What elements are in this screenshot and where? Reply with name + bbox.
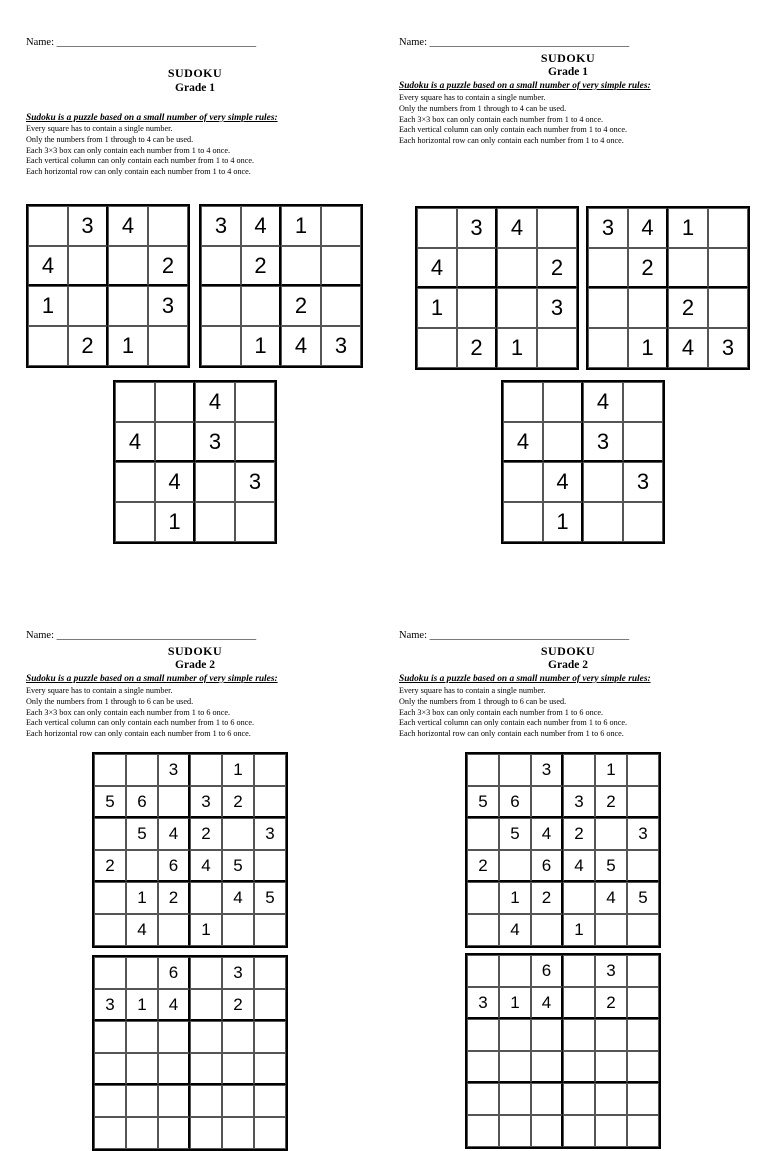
- sudoku-cell: 3: [627, 818, 659, 850]
- sudoku-cell[interactable]: [595, 1115, 627, 1147]
- sudoku-cell[interactable]: [222, 818, 254, 850]
- grade-label: Grade 2: [175, 659, 215, 671]
- rule-line: Only the numbers from 1 through to 6 can be used.: [399, 696, 567, 706]
- sudoku-cell: 4: [583, 382, 623, 422]
- sudoku-cell: 3: [467, 987, 499, 1019]
- sudoku-cell: 4: [28, 246, 68, 286]
- sudoku-cell[interactable]: [254, 850, 286, 882]
- rule-line: Every square has to contain a single number.: [399, 93, 546, 102]
- rule-line: Each horizontal row can only contain each number from 1 to 6 once.: [399, 729, 624, 739]
- sudoku-cell[interactable]: [417, 328, 457, 368]
- sudoku-cell: 1: [108, 326, 148, 366]
- sudoku-cell: 1: [499, 987, 531, 1019]
- sudoku-cell: 4: [531, 818, 563, 850]
- sudoku-cell: 2: [595, 987, 627, 1019]
- sudoku-cell[interactable]: [126, 1117, 158, 1149]
- sudoku-cell: 4: [417, 248, 457, 288]
- rules-heading: Sudoku is a puzzle based on a small number of very simple rules:: [26, 674, 278, 684]
- sudoku-cell[interactable]: [148, 326, 188, 366]
- sudoku-cell[interactable]: [628, 288, 668, 328]
- sudoku-cell[interactable]: [499, 850, 531, 882]
- sudoku-cell[interactable]: [708, 288, 748, 328]
- sudoku-cell[interactable]: [126, 1085, 158, 1117]
- sudoku-cell[interactable]: [155, 382, 195, 422]
- sudoku-cell: 4: [563, 850, 595, 882]
- sudoku-cell[interactable]: [563, 1115, 595, 1147]
- sudoku-cell[interactable]: [537, 208, 577, 248]
- sudoku-cell: 1: [241, 326, 281, 366]
- sudoku-cell[interactable]: [222, 1117, 254, 1149]
- sudoku-cell[interactable]: [254, 754, 286, 786]
- sudoku-cell[interactable]: [417, 208, 457, 248]
- rule-line: Each horizontal row can only contain each number from 1 to 4 once.: [399, 136, 624, 146]
- sudoku-cell[interactable]: [94, 818, 126, 850]
- sudoku-cell[interactable]: [254, 957, 286, 989]
- rule-line: Each 3×3 box can only contain each number from 1 to 6 once.: [399, 707, 604, 717]
- sudoku-cell[interactable]: [108, 286, 148, 326]
- sudoku-grid: [586, 206, 750, 370]
- sudoku-cell[interactable]: [190, 1117, 222, 1149]
- rule-line: Each vertical column can only contain each number from 1 to 6 once.: [26, 718, 255, 728]
- rule-line: Only the numbers from 1 through to 4 can be used.: [399, 103, 567, 113]
- sudoku-cell: 2: [281, 286, 321, 326]
- rule-line: Each vertical column can only contain each number from 1 to 4 once.: [399, 125, 628, 135]
- sudoku-cell[interactable]: [588, 328, 628, 368]
- sudoku-cell[interactable]: [155, 422, 195, 462]
- rules-heading: Sudoku is a puzzle based on a small number of very simple rules:: [399, 674, 651, 684]
- sudoku-cell: 2: [668, 288, 708, 328]
- sudoku-cell[interactable]: [254, 914, 286, 946]
- sudoku-cell[interactable]: [158, 786, 190, 818]
- sudoku-cell[interactable]: [543, 422, 583, 462]
- sudoku-cell[interactable]: [190, 882, 222, 914]
- sudoku-cell: 3: [68, 206, 108, 246]
- sudoku-cell[interactable]: [537, 328, 577, 368]
- sudoku-cell[interactable]: [115, 502, 155, 542]
- sudoku-cell: 4: [108, 206, 148, 246]
- sudoku-cell[interactable]: [148, 206, 188, 246]
- sudoku-cell: 4: [158, 989, 190, 1021]
- sudoku-grid: [199, 204, 363, 368]
- worksheet-title: SUDOKU: [167, 644, 223, 658]
- sudoku-cell: 5: [627, 882, 659, 914]
- rules-heading: Sudoku is a puzzle based on a small number of very simple rules:: [399, 81, 651, 91]
- sudoku-cell: 5: [126, 818, 158, 850]
- sudoku-cell: 6: [158, 957, 190, 989]
- sudoku-cell[interactable]: [668, 248, 708, 288]
- sudoku-cell[interactable]: [627, 786, 659, 818]
- sudoku-cell: 5: [595, 850, 627, 882]
- sudoku-cell: 2: [190, 818, 222, 850]
- worksheet-title: SUDOKU: [540, 51, 596, 65]
- sudoku-cell[interactable]: [627, 850, 659, 882]
- sudoku-cell: 1: [126, 882, 158, 914]
- sudoku-cell: 4: [155, 462, 195, 502]
- sudoku-cell[interactable]: [627, 914, 659, 946]
- sudoku-cell[interactable]: [499, 955, 531, 987]
- sudoku-cell[interactable]: [195, 502, 235, 542]
- rule-line: Every square has to contain a single number.: [26, 124, 173, 133]
- sudoku-cell[interactable]: [94, 882, 126, 914]
- sudoku-cell[interactable]: [126, 754, 158, 786]
- sudoku-cell: 1: [497, 328, 537, 368]
- sudoku-cell[interactable]: [595, 1083, 627, 1115]
- sudoku-cell[interactable]: [201, 286, 241, 326]
- sudoku-cell: 3: [583, 422, 623, 462]
- sudoku-cell[interactable]: [190, 1085, 222, 1117]
- sudoku-cell[interactable]: [503, 462, 543, 502]
- sudoku-cell: 4: [115, 422, 155, 462]
- sudoku-cell[interactable]: [190, 1021, 222, 1053]
- sudoku-cell: 2: [537, 248, 577, 288]
- rule-line: Every square has to contain a single number.: [26, 686, 173, 695]
- sudoku-cell[interactable]: [201, 326, 241, 366]
- sudoku-cell[interactable]: [94, 1117, 126, 1149]
- sudoku-cell: 3: [321, 326, 361, 366]
- sudoku-cell: 3: [457, 208, 497, 248]
- sudoku-cell: 1: [563, 914, 595, 946]
- sudoku-cell[interactable]: [195, 462, 235, 502]
- sudoku-cell[interactable]: [235, 382, 275, 422]
- sudoku-cell: 5: [94, 786, 126, 818]
- grade-label: Grade 1: [548, 66, 588, 78]
- sudoku-cell: 4: [497, 208, 537, 248]
- sudoku-grid: [92, 752, 288, 948]
- sudoku-cell: 1: [281, 206, 321, 246]
- sudoku-cell[interactable]: [623, 382, 663, 422]
- sudoku-cell: 4: [281, 326, 321, 366]
- sudoku-cell[interactable]: [595, 914, 627, 946]
- sudoku-cell[interactable]: [190, 989, 222, 1021]
- sudoku-cell[interactable]: [563, 754, 595, 786]
- sudoku-cell[interactable]: [28, 206, 68, 246]
- sudoku-cell[interactable]: [467, 882, 499, 914]
- sudoku-cell: 2: [531, 882, 563, 914]
- sudoku-cell[interactable]: [158, 914, 190, 946]
- sudoku-cell[interactable]: [68, 246, 108, 286]
- sudoku-cell[interactable]: [583, 502, 623, 542]
- sudoku-cell[interactable]: [94, 957, 126, 989]
- sudoku-cell[interactable]: [503, 382, 543, 422]
- sudoku-cell[interactable]: [467, 1051, 499, 1083]
- sudoku-cell: 3: [623, 462, 663, 502]
- sudoku-cell: 3: [148, 286, 188, 326]
- sudoku-cell: 1: [543, 502, 583, 542]
- sudoku-cell[interactable]: [467, 818, 499, 850]
- sudoku-cell: 2: [457, 328, 497, 368]
- sudoku-cell: 3: [595, 955, 627, 987]
- sudoku-cell: 4: [222, 882, 254, 914]
- sudoku-cell[interactable]: [531, 1051, 563, 1083]
- rule-line: Each horizontal row can only contain each number from 1 to 6 once.: [26, 729, 251, 739]
- sudoku-cell[interactable]: [222, 1053, 254, 1085]
- sudoku-cell: 1: [628, 328, 668, 368]
- sudoku-cell: 4: [195, 382, 235, 422]
- sudoku-cell: 3: [201, 206, 241, 246]
- sudoku-grid: [92, 955, 288, 1151]
- sudoku-cell[interactable]: [623, 502, 663, 542]
- rules-list: [26, 124, 254, 178]
- name-field[interactable]: Name: ______________________________________: [399, 630, 630, 641]
- sudoku-cell[interactable]: [595, 818, 627, 850]
- sudoku-cell[interactable]: [158, 1053, 190, 1085]
- sudoku-cell: 3: [158, 754, 190, 786]
- rule-line: Each 3×3 box can only contain each number from 1 to 4 once.: [26, 145, 231, 155]
- sudoku-cell[interactable]: [543, 382, 583, 422]
- sudoku-cell[interactable]: [190, 957, 222, 989]
- sudoku-cell: 3: [588, 208, 628, 248]
- sudoku-cell: 6: [531, 850, 563, 882]
- sudoku-grid: [415, 206, 579, 370]
- sudoku-cell[interactable]: [94, 754, 126, 786]
- sudoku-cell[interactable]: [467, 914, 499, 946]
- rules-list: [399, 686, 627, 740]
- sudoku-cell[interactable]: [254, 989, 286, 1021]
- sudoku-cell: 1: [595, 754, 627, 786]
- sudoku-cell: 5: [499, 818, 531, 850]
- sudoku-cell: 3: [195, 422, 235, 462]
- sudoku-cell: 1: [190, 914, 222, 946]
- sudoku-cell[interactable]: [108, 246, 148, 286]
- sudoku-cell[interactable]: [321, 246, 361, 286]
- worksheet-title: SUDOKU: [167, 66, 223, 80]
- name-field[interactable]: Name: ______________________________________: [399, 37, 630, 48]
- sudoku-cell[interactable]: [467, 1083, 499, 1115]
- sudoku-cell[interactable]: [254, 1117, 286, 1149]
- sudoku-cell[interactable]: [254, 1053, 286, 1085]
- rule-line: Each vertical column can only contain each number from 1 to 4 once.: [26, 156, 255, 166]
- sudoku-grid: [465, 953, 661, 1149]
- sudoku-cell[interactable]: [94, 1021, 126, 1053]
- grade-label: Grade 1: [175, 82, 215, 94]
- sudoku-cell: 2: [148, 246, 188, 286]
- rule-line: Each 3×3 box can only contain each number from 1 to 4 once.: [399, 114, 604, 124]
- sudoku-cell: 4: [499, 914, 531, 946]
- sudoku-cell: 4: [531, 987, 563, 1019]
- sudoku-cell[interactable]: [254, 1085, 286, 1117]
- sudoku-cell: 1: [499, 882, 531, 914]
- sudoku-grid: [26, 204, 190, 368]
- sudoku-cell[interactable]: [235, 502, 275, 542]
- rule-line: Each vertical column can only contain each number from 1 to 6 once.: [399, 718, 628, 728]
- sudoku-cell: 4: [126, 914, 158, 946]
- sudoku-cell: 4: [241, 206, 281, 246]
- sudoku-cell[interactable]: [94, 1085, 126, 1117]
- sudoku-cell[interactable]: [588, 248, 628, 288]
- rules-list: [26, 686, 254, 740]
- sudoku-cell: 4: [190, 850, 222, 882]
- sudoku-grid: [465, 752, 661, 948]
- sudoku-cell: 2: [241, 246, 281, 286]
- sudoku-cell[interactable]: [623, 422, 663, 462]
- sudoku-cell[interactable]: [94, 914, 126, 946]
- sudoku-cell: 3: [254, 818, 286, 850]
- sudoku-cell[interactable]: [499, 1083, 531, 1115]
- sudoku-cell[interactable]: [235, 422, 275, 462]
- sudoku-cell[interactable]: [321, 286, 361, 326]
- sudoku-cell: 5: [467, 786, 499, 818]
- sudoku-cell[interactable]: [126, 957, 158, 989]
- sudoku-cell: 2: [563, 818, 595, 850]
- sudoku-cell[interactable]: [241, 286, 281, 326]
- sudoku-cell[interactable]: [457, 248, 497, 288]
- sudoku-cell[interactable]: [531, 914, 563, 946]
- sudoku-cell[interactable]: [627, 987, 659, 1019]
- sudoku-cell[interactable]: [126, 1053, 158, 1085]
- sudoku-cell[interactable]: [497, 248, 537, 288]
- sudoku-cell[interactable]: [583, 462, 623, 502]
- sudoku-cell[interactable]: [158, 1085, 190, 1117]
- sudoku-cell[interactable]: [563, 987, 595, 1019]
- sudoku-cell[interactable]: [627, 1083, 659, 1115]
- sudoku-cell: 1: [668, 208, 708, 248]
- sudoku-cell[interactable]: [531, 786, 563, 818]
- rules-heading: Sudoku is a puzzle based on a small number of very simple rules:: [26, 113, 278, 123]
- sudoku-cell: 2: [68, 326, 108, 366]
- sudoku-cell[interactable]: [158, 1021, 190, 1053]
- sudoku-cell[interactable]: [627, 754, 659, 786]
- sudoku-cell: 4: [543, 462, 583, 502]
- sudoku-cell: 2: [222, 989, 254, 1021]
- sudoku-cell: 3: [222, 957, 254, 989]
- sudoku-cell[interactable]: [499, 754, 531, 786]
- sudoku-cell: 1: [222, 754, 254, 786]
- sudoku-cell[interactable]: [563, 1051, 595, 1083]
- sudoku-cell[interactable]: [563, 1083, 595, 1115]
- sudoku-cell[interactable]: [457, 288, 497, 328]
- sudoku-cell[interactable]: [28, 326, 68, 366]
- sudoku-cell[interactable]: [627, 1115, 659, 1147]
- name-field[interactable]: Name: ______________________________________: [26, 37, 257, 48]
- sudoku-cell: 3: [531, 754, 563, 786]
- sudoku-cell: 6: [158, 850, 190, 882]
- sudoku-cell[interactable]: [588, 288, 628, 328]
- sudoku-cell[interactable]: [158, 1117, 190, 1149]
- sudoku-cell[interactable]: [115, 462, 155, 502]
- sudoku-cell[interactable]: [563, 882, 595, 914]
- name-field[interactable]: Name: ______________________________________: [26, 630, 257, 641]
- sudoku-cell: 4: [628, 208, 668, 248]
- sudoku-cell: 6: [126, 786, 158, 818]
- sudoku-cell: 6: [499, 786, 531, 818]
- sudoku-cell: 2: [222, 786, 254, 818]
- sudoku-grid: [113, 380, 277, 544]
- sudoku-cell[interactable]: [627, 1051, 659, 1083]
- sudoku-cell: 4: [158, 818, 190, 850]
- sudoku-cell[interactable]: [499, 1051, 531, 1083]
- sudoku-cell: 3: [708, 328, 748, 368]
- sudoku-cell: 1: [126, 989, 158, 1021]
- sudoku-cell: 4: [595, 882, 627, 914]
- sudoku-cell: 1: [417, 288, 457, 328]
- sudoku-grid: [501, 380, 665, 544]
- sudoku-cell[interactable]: [563, 955, 595, 987]
- sudoku-cell[interactable]: [126, 850, 158, 882]
- sudoku-cell: 3: [537, 288, 577, 328]
- sudoku-cell[interactable]: [190, 754, 222, 786]
- sudoku-cell[interactable]: [531, 1083, 563, 1115]
- sudoku-cell: 1: [28, 286, 68, 326]
- sudoku-cell: 3: [190, 786, 222, 818]
- sudoku-cell[interactable]: [627, 955, 659, 987]
- sudoku-cell[interactable]: [201, 246, 241, 286]
- sudoku-cell[interactable]: [708, 208, 748, 248]
- sudoku-cell[interactable]: [595, 1051, 627, 1083]
- sudoku-cell[interactable]: [467, 1115, 499, 1147]
- sudoku-cell: 4: [668, 328, 708, 368]
- sudoku-cell[interactable]: [222, 914, 254, 946]
- sudoku-cell[interactable]: [708, 248, 748, 288]
- sudoku-cell[interactable]: [115, 382, 155, 422]
- sudoku-cell[interactable]: [497, 288, 537, 328]
- rule-line: Each 3×3 box can only contain each number from 1 to 6 once.: [26, 707, 231, 717]
- sudoku-cell[interactable]: [254, 1021, 286, 1053]
- sudoku-cell[interactable]: [94, 1053, 126, 1085]
- sudoku-cell: 6: [531, 955, 563, 987]
- sudoku-cell[interactable]: [68, 286, 108, 326]
- sudoku-cell: 2: [595, 786, 627, 818]
- sudoku-cell: 2: [94, 850, 126, 882]
- sudoku-cell[interactable]: [222, 1085, 254, 1117]
- rule-line: Each horizontal row can only contain each number from 1 to 4 once.: [26, 167, 251, 177]
- sudoku-cell[interactable]: [503, 502, 543, 542]
- rule-line: Every square has to contain a single number.: [399, 686, 546, 695]
- sudoku-cell[interactable]: [499, 1115, 531, 1147]
- sudoku-cell: 3: [563, 786, 595, 818]
- rule-line: Only the numbers from 1 through to 6 can be used.: [26, 696, 194, 706]
- grade-label: Grade 2: [548, 659, 588, 671]
- sudoku-cell: 3: [94, 989, 126, 1021]
- sudoku-cell[interactable]: [321, 206, 361, 246]
- sudoku-cell[interactable]: [126, 1021, 158, 1053]
- sudoku-cell[interactable]: [467, 754, 499, 786]
- sudoku-cell: 2: [467, 850, 499, 882]
- sudoku-cell: 5: [254, 882, 286, 914]
- sudoku-cell[interactable]: [531, 1115, 563, 1147]
- sudoku-cell[interactable]: [467, 955, 499, 987]
- sudoku-cell[interactable]: [190, 1053, 222, 1085]
- sudoku-cell[interactable]: [254, 786, 286, 818]
- sudoku-cell: 3: [235, 462, 275, 502]
- sudoku-cell: 2: [628, 248, 668, 288]
- worksheet-title: SUDOKU: [540, 644, 596, 658]
- sudoku-cell[interactable]: [281, 246, 321, 286]
- sudoku-cell[interactable]: [222, 1021, 254, 1053]
- sudoku-cell: 1: [155, 502, 195, 542]
- sudoku-cell: 4: [503, 422, 543, 462]
- sudoku-cell: 5: [222, 850, 254, 882]
- sudoku-cell: 2: [158, 882, 190, 914]
- rule-line: Only the numbers from 1 through to 4 can be used.: [26, 134, 194, 144]
- rules-list: [399, 93, 627, 147]
